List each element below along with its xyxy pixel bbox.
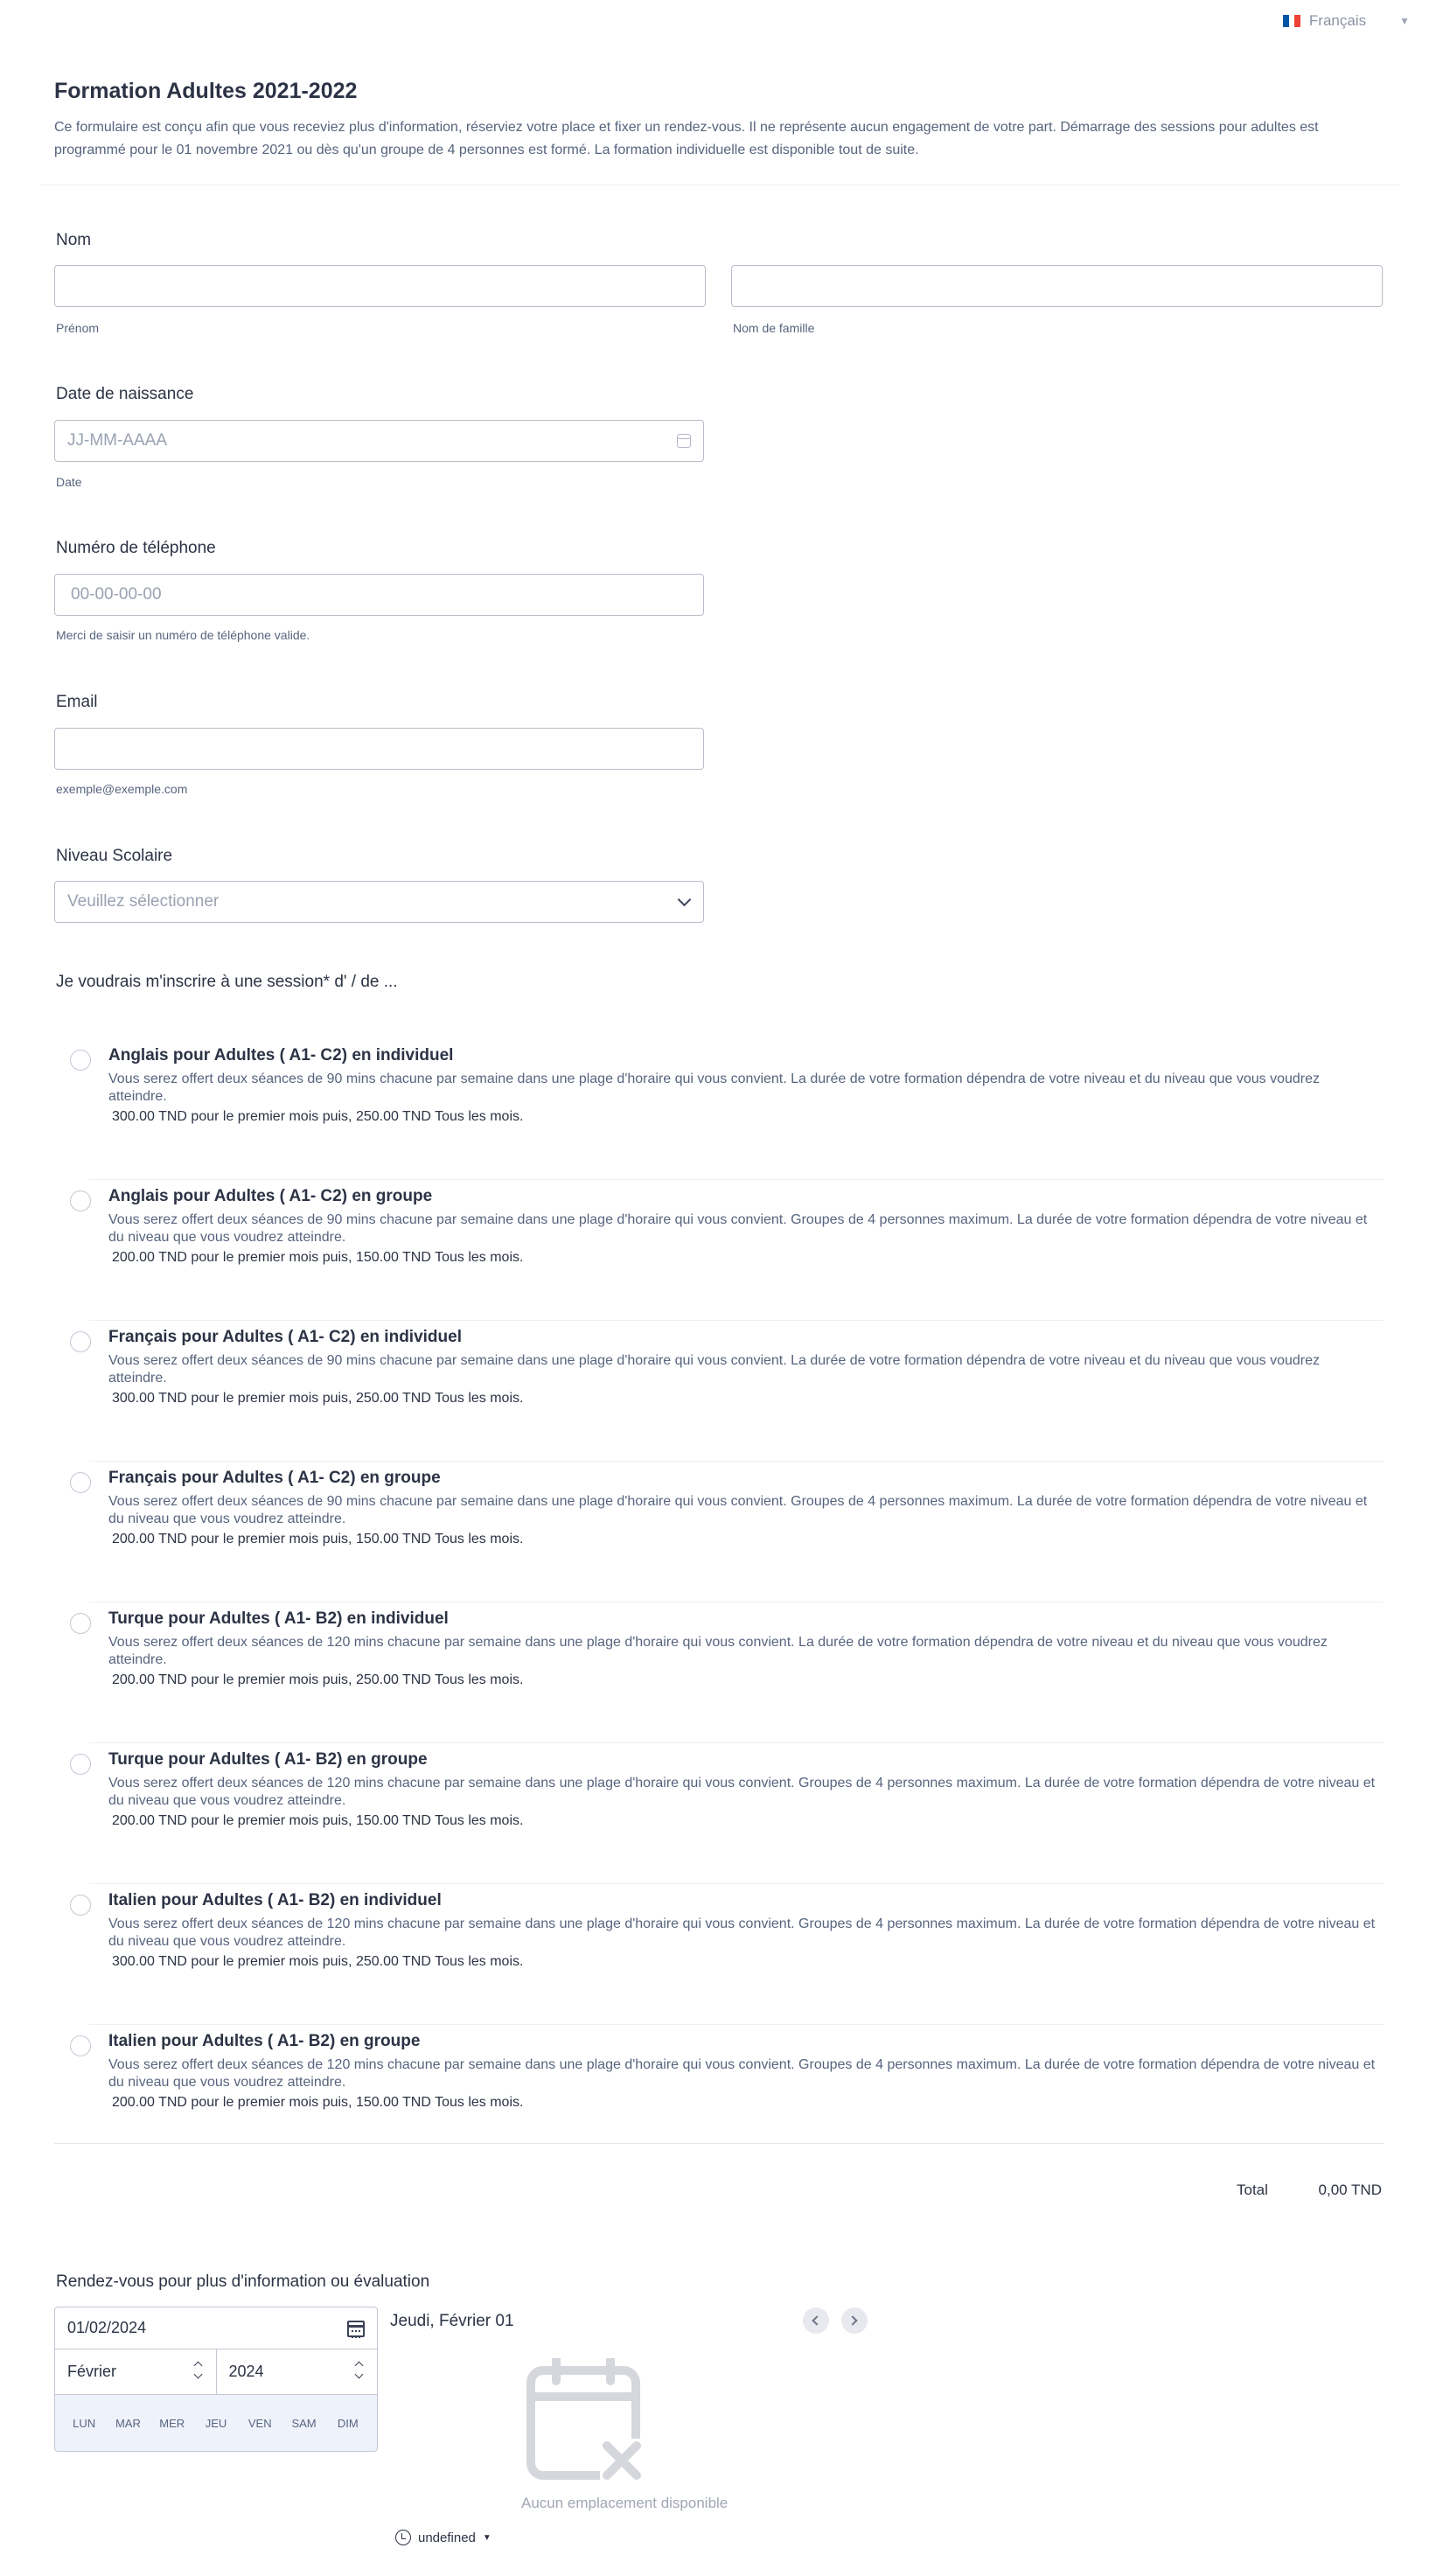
timezone-label: undefined [418, 2530, 476, 2545]
product-name: Turque pour Adultes ( A1- B2) en groupe [108, 1750, 428, 1769]
product-name: Anglais pour Adultes ( A1- C2) en individuel [108, 1046, 454, 1065]
product-name: Français pour Adultes ( A1- C2) en individuel [108, 1328, 462, 1346]
product-radio[interactable] [70, 1190, 91, 1211]
level-select[interactable] [54, 881, 704, 923]
appointment-calendar [54, 2307, 378, 2452]
phone-placeholder: 00-00-00-00 [71, 585, 162, 604]
language-label: Français [1308, 12, 1367, 29]
product-description: Vous serez offert deux séances de 120 mins chacune par semaine dans une plage d'horaire qui vous convient. Groupes de 4 personnes maximum. La durée de votre formation dépendra de votre niveau et du niveau que vous voudrez atteindre. [108, 1776, 1376, 1808]
product-description: Vous serez offert deux séances de 120 mins chacune par semaine dans une plage d'horaire qui vous convient. Groupes de 4 personnes maximum. La durée de votre formation dépendra de votre niveau et du niveau que vous voudrez atteindre. [108, 2057, 1376, 2090]
phone-input[interactable] [54, 574, 704, 616]
form-header [40, 79, 1400, 185]
product-price: 200.00 TND pour le premier mois puis, 250.00 TND Tous les mois. [112, 1672, 524, 1687]
session-question: Je voudrais m'inscrire à une session* d' / de ... [56, 973, 398, 991]
product-price: 200.00 TND pour le premier mois puis, 150.00 TND Tous les mois. [112, 2095, 524, 2110]
year-value: 2024 [228, 2363, 264, 2380]
calendar-x-icon [526, 2358, 644, 2482]
last-name-sublabel: Nom de famille [733, 321, 815, 335]
product-radio[interactable] [70, 1613, 91, 1634]
form-description: Ce formulaire est conçu afin que vous receviez plus d'information, réserviez votre place et fixer un rendez-vous. Il ne représente aucun engagement de votre part. Démarrage des sessions pour adultes est programmé pour le 01 novembre 2021 ou dès qu'un groupe de 4 personnes est formé. La formation individuelle est disponible tout de suite. [54, 120, 1319, 157]
level-placeholder: Veuillez sélectionner [67, 892, 220, 911]
product-description: Vous serez offert deux séances de 90 mins chacune par semaine dans une plage d'horaire qui vous convient. La durée de votre formation dépendra de votre niveau et du niveau que vous voudrez atteindre. [108, 1353, 1320, 1386]
product-price: 300.00 TND pour le premier mois puis, 250.00 TND Tous les mois. [112, 1954, 524, 1969]
first-name-input[interactable] [54, 265, 706, 307]
chevron-left-icon [812, 2315, 821, 2325]
level-label: Niveau Scolaire [56, 847, 173, 865]
chevron-right-icon [847, 2315, 857, 2325]
product-item[interactable] [54, 1462, 1384, 1602]
birthdate-label: Date de naissance [56, 385, 194, 403]
product-item[interactable] [54, 1039, 1384, 1180]
appointment-label: Rendez-vous pour plus d'information ou évaluation [56, 2272, 430, 2291]
weekday-label: MAR [115, 2416, 141, 2430]
appointment-date-input[interactable] [55, 2307, 377, 2349]
weekday-label: MER [159, 2416, 185, 2430]
product-price: 200.00 TND pour le premier mois puis, 150.00 TND Tous les mois. [112, 1250, 524, 1265]
chevron-down-icon [678, 893, 692, 907]
calendar-icon[interactable] [677, 434, 691, 448]
product-price: 300.00 TND pour le premier mois puis, 250.00 TND Tous les mois. [112, 1109, 524, 1124]
phone-label: Numéro de téléphone [56, 539, 216, 557]
next-day-button[interactable] [841, 2307, 868, 2334]
product-radio[interactable] [70, 1331, 91, 1352]
weekday-label: LUN [73, 2416, 96, 2430]
product-item[interactable] [54, 1602, 1384, 1743]
page-title: Formation Adultes 2021-2022 [54, 79, 358, 103]
chevron-down-icon: ▼ [1399, 15, 1410, 27]
product-price: 300.00 TND pour le premier mois puis, 250.00 TND Tous les mois. [112, 1391, 524, 1406]
weekday-label: JEU [205, 2416, 227, 2430]
last-name-input[interactable] [731, 265, 1383, 307]
spinner-icon[interactable] [193, 2360, 204, 2383]
product-description: Vous serez offert deux séances de 90 mins chacune par semaine dans une plage d'horaire qui vous convient. Groupes de 4 personnes maximum. La durée de votre formation dépendra de votre niveau et du niveau que vous voudrez atteindre. [108, 1494, 1368, 1526]
product-price: 200.00 TND pour le premier mois puis, 150.00 TND Tous les mois. [112, 1813, 524, 1828]
name-label: Nom [56, 231, 92, 249]
month-select[interactable] [55, 2349, 216, 2394]
appointment-date-value: 01/02/2024 [67, 2319, 147, 2336]
phone-sublabel: Merci de saisir un numéro de téléphone valide. [56, 628, 310, 642]
calendar-icon[interactable] [347, 2321, 365, 2337]
flag-icon [1283, 15, 1300, 27]
birthdate-placeholder: JJ-MM-AAAA [67, 431, 167, 450]
selected-day-title: Jeudi, Février 01 [390, 2312, 514, 2330]
product-item[interactable] [54, 2025, 1384, 2139]
product-price: 200.00 TND pour le premier mois puis, 150.00 TND Tous les mois. [112, 1532, 524, 1546]
product-item[interactable] [54, 1180, 1384, 1321]
product-name: Français pour Adultes ( A1- C2) en groupe [108, 1469, 441, 1487]
month-value: Février [67, 2363, 117, 2380]
weekday-label: DIM [337, 2416, 359, 2430]
product-item[interactable] [54, 1884, 1384, 2025]
weekday-label: SAM [291, 2416, 317, 2430]
product-radio[interactable] [70, 1050, 91, 1071]
prev-day-button[interactable] [803, 2307, 829, 2334]
email-sublabel: exemple@exemple.com [56, 782, 188, 796]
weekday-label: VEN [247, 2416, 272, 2430]
product-description: Vous serez offert deux séances de 120 mins chacune par semaine dans une plage d'horaire qui vous convient. La durée de votre formation dépendra de votre niveau et du niveau que vous voudrez atteindre. [108, 1635, 1328, 1667]
product-radio[interactable] [70, 1754, 91, 1775]
product-radio[interactable] [70, 2035, 91, 2056]
product-name: Italien pour Adultes ( A1- B2) en individuel [108, 1891, 442, 1909]
product-item[interactable] [54, 1321, 1384, 1462]
total-value: 0,00 TND [1318, 2182, 1382, 2198]
product-name: Anglais pour Adultes ( A1- C2) en groupe [108, 1187, 433, 1205]
product-item[interactable] [54, 1743, 1384, 1884]
year-select[interactable] [216, 2349, 378, 2394]
chevron-down-icon: ▼ [482, 2532, 491, 2543]
birthdate-sublabel: Date [56, 475, 82, 489]
product-name: Italien pour Adultes ( A1- B2) en groupe [108, 2032, 421, 2050]
email-label: Email [56, 693, 98, 711]
language-selector[interactable] [1283, 12, 1410, 30]
clock-icon [395, 2530, 411, 2545]
birthdate-input[interactable] [54, 420, 704, 462]
product-description: Vous serez offert deux séances de 120 mins chacune par semaine dans une plage d'horaire qui vous convient. Groupes de 4 personnes maximum. La durée de votre formation dépendra de votre niveau et du niveau que vous voudrez atteindre. [108, 1916, 1376, 1949]
no-slots-text: Aucun emplacement disponible [521, 2495, 728, 2511]
product-radio[interactable] [70, 1472, 91, 1493]
timezone-selector[interactable] [395, 2530, 491, 2545]
email-input[interactable] [54, 728, 704, 770]
weekday-header [55, 2395, 377, 2451]
product-name: Turque pour Adultes ( A1- B2) en individuel [108, 1609, 449, 1628]
product-description: Vous serez offert deux séances de 90 mins chacune par semaine dans une plage d'horaire qui vous convient. La durée de votre formation dépendra de votre niveau et du niveau que vous voudrez atteindre. [108, 1072, 1320, 1104]
total-label: Total [1237, 2182, 1268, 2198]
spinner-icon[interactable] [354, 2360, 365, 2383]
product-radio[interactable] [70, 1895, 91, 1916]
first-name-sublabel: Prénom [56, 321, 100, 335]
divider [54, 2143, 1384, 2144]
product-description: Vous serez offert deux séances de 90 mins chacune par semaine dans une plage d'horaire qui vous convient. Groupes de 4 personnes maximum. La durée de votre formation dépendra de votre niveau et du niveau que vous voudrez atteindre. [108, 1212, 1368, 1245]
